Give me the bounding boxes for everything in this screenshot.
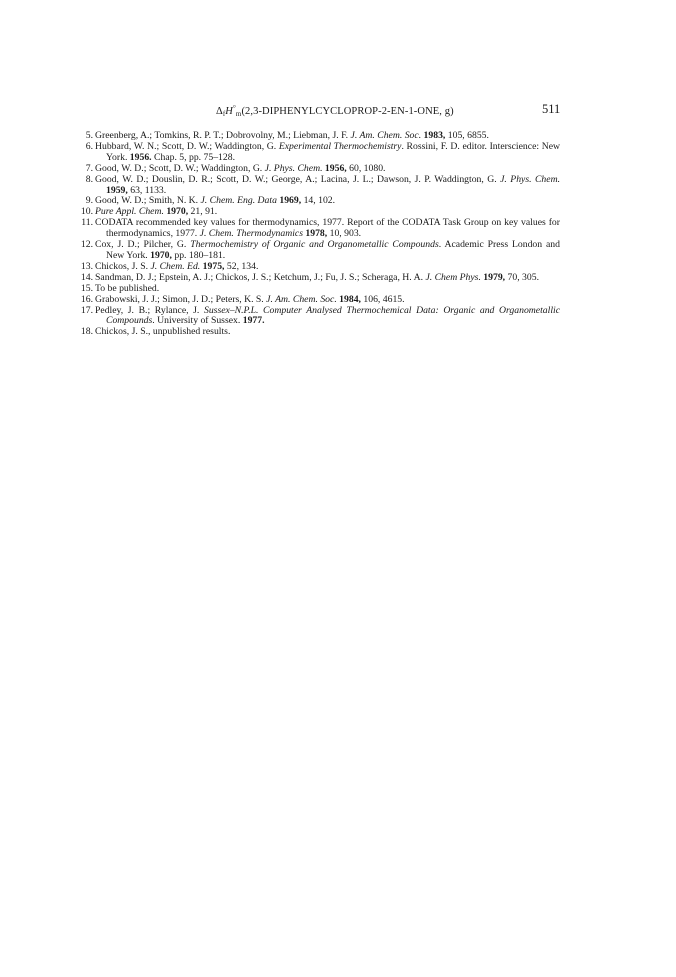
reference-segment: Cox, J. D.; Pilcher, G. bbox=[95, 239, 191, 251]
reference-number: 11. bbox=[81, 217, 93, 229]
reference-segment: pp. 180–181. bbox=[171, 249, 226, 261]
reference-italic-text: J. Phys. Chem. bbox=[264, 162, 323, 174]
reference-italic-text: J. Am. Chem. Soc. bbox=[350, 130, 422, 141]
reference-segment: Chap. 5, pp. 75–128. bbox=[151, 151, 236, 163]
reference-number: 9. bbox=[85, 195, 93, 207]
reference-number: 8. bbox=[85, 173, 93, 185]
reference-item bbox=[80, 142, 560, 164]
reference-segment: Grabowski, J. J.; Simon, J. D.; Peters, K. S. bbox=[95, 293, 267, 305]
reference-italic-text: Experimental Thermochemistry bbox=[278, 140, 402, 152]
reference-number: 17. bbox=[80, 304, 93, 316]
reference-segment: 60, 1080. bbox=[346, 162, 386, 174]
reference-segment: 105, 6855. bbox=[445, 130, 489, 141]
reference-segment: . University of Sussex. bbox=[152, 315, 243, 327]
reference-segment: . Academic Press London and New York. bbox=[106, 239, 560, 261]
reference-segment: Chickos, J. S. bbox=[95, 260, 151, 272]
reference-italic-text: J. Chem. Eng. Data bbox=[200, 195, 277, 207]
reference-segment: Greenberg, A.; Tomkins, R. P. T.; Dobrovolny, M.; Liebman, J. F. bbox=[95, 130, 351, 141]
reference-segment: 52, 134. bbox=[224, 260, 259, 272]
reference-segment: 14, 102. bbox=[301, 195, 336, 207]
reference-number: 7. bbox=[85, 162, 93, 174]
reference-year: 1984, bbox=[339, 293, 361, 305]
reference-list bbox=[80, 131, 560, 338]
reference-year: 1970, bbox=[166, 206, 189, 218]
reference-italic-text: Pure Appl. Chem. bbox=[95, 206, 164, 218]
reference-segment: . Rossini, F. D. editor. Interscience: New York. bbox=[106, 140, 560, 163]
reference-italic-text: J. Chem Phys. bbox=[425, 271, 481, 283]
reference-year: 1978, bbox=[305, 228, 328, 240]
reference-text bbox=[95, 240, 560, 262]
reference-year: 1979, bbox=[483, 271, 506, 283]
reference-item bbox=[80, 175, 560, 197]
reference-number: 5. bbox=[85, 130, 93, 141]
running-title: $\Delta_fH^\circ_m(2,3-DIPHENYLCYCLOPROP-2-EN-1$-ONE, g) bbox=[216, 104, 454, 118]
reference-text bbox=[95, 306, 560, 328]
reference-item bbox=[80, 218, 560, 240]
reference-number: 18. bbox=[80, 326, 93, 338]
reference-item bbox=[80, 306, 560, 328]
reference-year: 1959, bbox=[106, 184, 128, 196]
reference-year: 1970, bbox=[150, 249, 172, 261]
reference-year: 1956. bbox=[129, 151, 152, 163]
reference-year: 1983, bbox=[423, 130, 446, 141]
reference-text bbox=[95, 218, 560, 240]
reference-italic-text: J. Phys. Chem. bbox=[500, 173, 560, 185]
reference-segment: Sandman, D. J.; Epstein, A. J.; Chickos, J. S.; Ketchum, J.; Fu, J. S.; Scheraga, H. A. bbox=[95, 271, 426, 283]
reference-segment: Hubbard, W. N.; Scott, D. W.; Waddington, G. bbox=[95, 140, 279, 152]
reference-text bbox=[95, 175, 560, 197]
reference-italic-text: J. Chem. Thermodynamics bbox=[199, 228, 303, 240]
reference-number: 15. bbox=[80, 282, 93, 294]
reference-italic-text: J. Chem. Ed. bbox=[150, 260, 201, 272]
reference-number: 13. bbox=[80, 260, 93, 272]
reference-segment: Good, W. D.; Smith, N. K. bbox=[95, 195, 201, 207]
reference-segment: To be published. bbox=[95, 282, 160, 294]
reference-segment: 63, 1133. bbox=[127, 184, 167, 196]
reference-number: 12. bbox=[80, 239, 93, 251]
reference-text bbox=[95, 142, 560, 164]
reference-segment: Good, W. D.; Douslin, D. R.; Scott, D. W.; George, A.; Lacina, J. L.; Dawson, J. P. Waddington, G. bbox=[95, 173, 501, 185]
reference-segment: Good, W. D.; Scott, D. W.; Waddington, G. bbox=[95, 162, 265, 174]
reference-year: 1977. bbox=[242, 315, 265, 327]
reference-segment: Chickos, J. S., unpublished results. bbox=[95, 326, 231, 338]
reference-year: 1975, bbox=[202, 260, 225, 272]
page-number: 511 bbox=[542, 102, 561, 116]
reference-number: 6. bbox=[85, 140, 93, 152]
reference-segment: 70, 305. bbox=[505, 271, 539, 283]
reference-segment: 10, 903. bbox=[327, 228, 362, 240]
reference-item bbox=[80, 240, 560, 262]
reference-segment: CODATA recommended key values for thermodynamics, 1977. Report of the CODATA Task Group on key values for thermodynamics, 1977. bbox=[95, 217, 560, 240]
reference-italic-text: Thermochemistry of Organic and Organometallic Compounds bbox=[190, 239, 439, 251]
reference-segment: Pedley, J. B.; Rylance, J. bbox=[95, 304, 204, 316]
reference-year: 1969, bbox=[279, 195, 302, 207]
page-header bbox=[0, 104, 676, 122]
reference-year: 1956, bbox=[324, 162, 347, 174]
reference-segment: 106, 4615. bbox=[360, 293, 405, 305]
reference-number: 16. bbox=[80, 293, 93, 305]
reference-italic-text: Sussex–N.P.L. Computer Analysed Thermochemical Data: Organic and Organometallic Compounds bbox=[106, 304, 560, 327]
reference-italic-text: J. Am. Chem. Soc. bbox=[266, 293, 337, 305]
reference-segment: 21, 91. bbox=[188, 206, 218, 218]
reference-text bbox=[95, 327, 560, 338]
reference-item bbox=[80, 327, 560, 338]
reference-number: 14. bbox=[80, 271, 93, 283]
reference-number: 10. bbox=[80, 206, 93, 218]
reference-text bbox=[95, 273, 560, 284]
